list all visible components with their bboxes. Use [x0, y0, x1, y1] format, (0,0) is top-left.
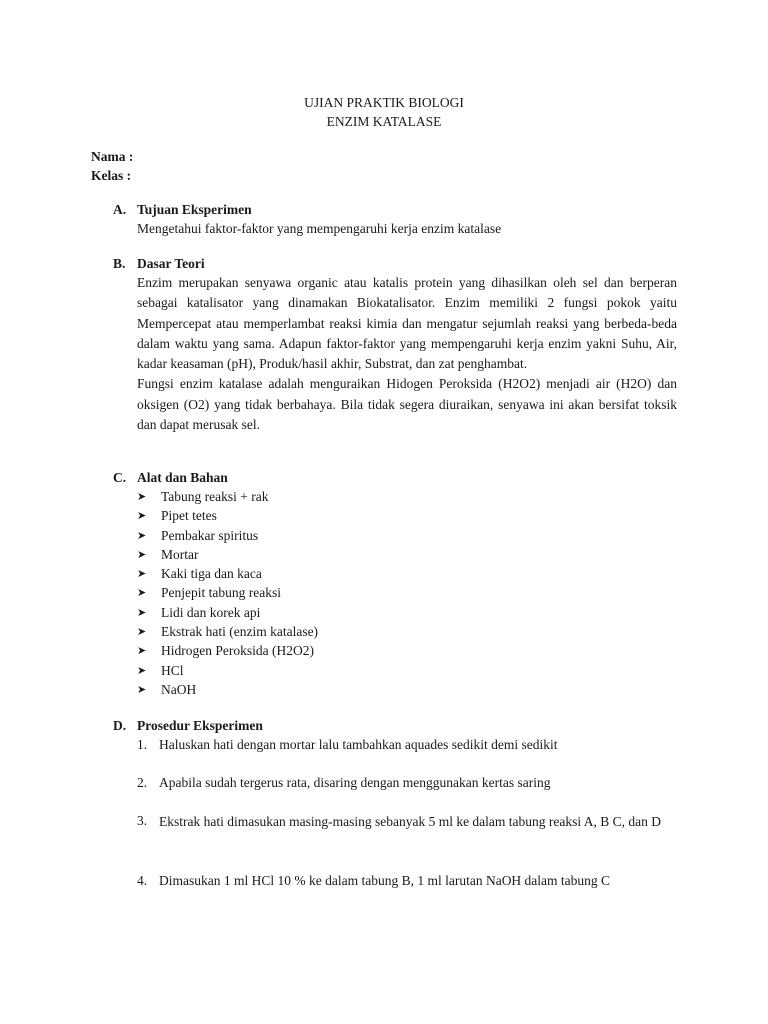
step-number: 2. [137, 775, 148, 790]
arrow-bullet-icon: ➤ [137, 663, 147, 677]
name-field-label: Nama : [91, 149, 134, 164]
arrow-bullet-icon: ➤ [137, 490, 147, 503]
procedure-step [113, 773, 677, 792]
step-number: 4. [137, 873, 148, 888]
section-tujuan [113, 200, 677, 238]
procedure-step [113, 811, 677, 832]
section-title: Dasar Teori [137, 256, 205, 271]
arrow-bullet-icon: ➤ [137, 625, 147, 639]
list-item: ➤ Kaki tiga dan kaca [137, 564, 677, 583]
step-text: Ekstrak hati dimasukan masing-masing sebanyak 5 ml ke dalam tabung reaksi A, B C, dan D [159, 814, 662, 829]
step-text: Haluskan hati dengan mortar lalu tambahkan aquades sedikit demi sedikit [159, 737, 558, 752]
section-heading [113, 254, 677, 273]
step-number: 3. [137, 813, 148, 828]
section-letter: B. [113, 256, 126, 271]
theory-paragraph-2: Fungsi enzim katalase adalah menguraikan Hidogen Peroksida (H2O2) menjadi air (H2O) dan oksigen (O2) yang tidak berbahaya. Bila tidak segera diuraikan, senyawa ini akan bersifat toksik dan dapat merusak sel. [137, 376, 677, 433]
list-item: ➤ Pembakar spiritus [137, 526, 677, 545]
list-item: ➤ HCl [137, 661, 677, 680]
section-title: Tujuan Eksperimen [137, 202, 252, 217]
section-dasar-teori [113, 254, 677, 435]
document-title: UJIAN PRAKTIK BIOLOGI [304, 95, 464, 110]
list-item: ➤ NaOH [137, 680, 677, 699]
arrow-bullet-icon: ➤ [137, 567, 147, 581]
arrow-bullet-icon: ➤ [137, 528, 147, 542]
section-letter: A. [113, 202, 127, 217]
procedure-step [113, 871, 677, 890]
list-item: ➤ Ekstrak hati (enzim katalase) [137, 622, 677, 641]
materials-list [137, 487, 677, 699]
section-title: Alat dan Bahan [137, 470, 228, 485]
step-number: 1. [137, 737, 148, 752]
list-item: ➤ Lidi dan korek api [137, 603, 677, 622]
list-item: ➤ Penjepit tabung reaksi [137, 583, 677, 602]
list-item: ➤ Pipet tetes [137, 506, 677, 525]
step-text: Dimasukan 1 ml HCl 10 % ke dalam tabung B, 1 ml larutan NaOH dalam tabung C [159, 873, 611, 888]
class-field-label: Kelas : [91, 168, 132, 183]
list-item: ➤ Tabung reaksi + rak [137, 487, 677, 506]
section-alat-bahan [113, 468, 677, 699]
arrow-bullet-icon: ➤ [137, 547, 147, 561]
section-letter: C. [113, 470, 127, 485]
section-letter: D. [113, 718, 127, 733]
theory-paragraph-1: Enzim merupakan senyawa organic atau katalis protein yang dihasilkan oleh sel dan berperan sebagai katalisator yang dinamakan Biokatalisator. Enzim memiliki 2 fungsi pokok yaitu Mempercepat atau memperlambat reaksi kimia dan mengatur sejumlah reaksi yang berbeda-beda dalam waktu yang sama. Adapun faktor-faktor yang mempengaruhi kerja enzim yakni Suhu, Air, kadar keasaman (pH), Produk/hasil akhir, Substrat, dan zat penghambat. [137, 275, 677, 372]
list-item: ➤ Mortar [137, 545, 677, 564]
arrow-bullet-icon: ➤ [137, 644, 147, 658]
arrow-bullet-icon: ➤ [137, 682, 147, 696]
section-title: Prosedur Eksperimen [137, 718, 263, 733]
section-heading [113, 716, 677, 735]
procedure-step [113, 735, 677, 754]
list-item: ➤ Hidrogen Peroksida (H2O2) [137, 641, 677, 660]
section-heading [113, 200, 677, 219]
section-text: Mengetahui faktor-faktor yang mempengaruhi kerja enzim katalase [137, 221, 502, 236]
step-text: Apabila sudah tergerus rata, disaring dengan menggunakan kertas saring [159, 775, 551, 790]
section-heading [113, 468, 677, 487]
arrow-bullet-icon: ➤ [137, 605, 147, 619]
section-prosedur [113, 716, 677, 735]
arrow-bullet-icon: ➤ [137, 586, 147, 600]
document-subtitle: ENZIM KATALASE [326, 114, 442, 129]
arrow-bullet-icon: ➤ [137, 509, 147, 523]
